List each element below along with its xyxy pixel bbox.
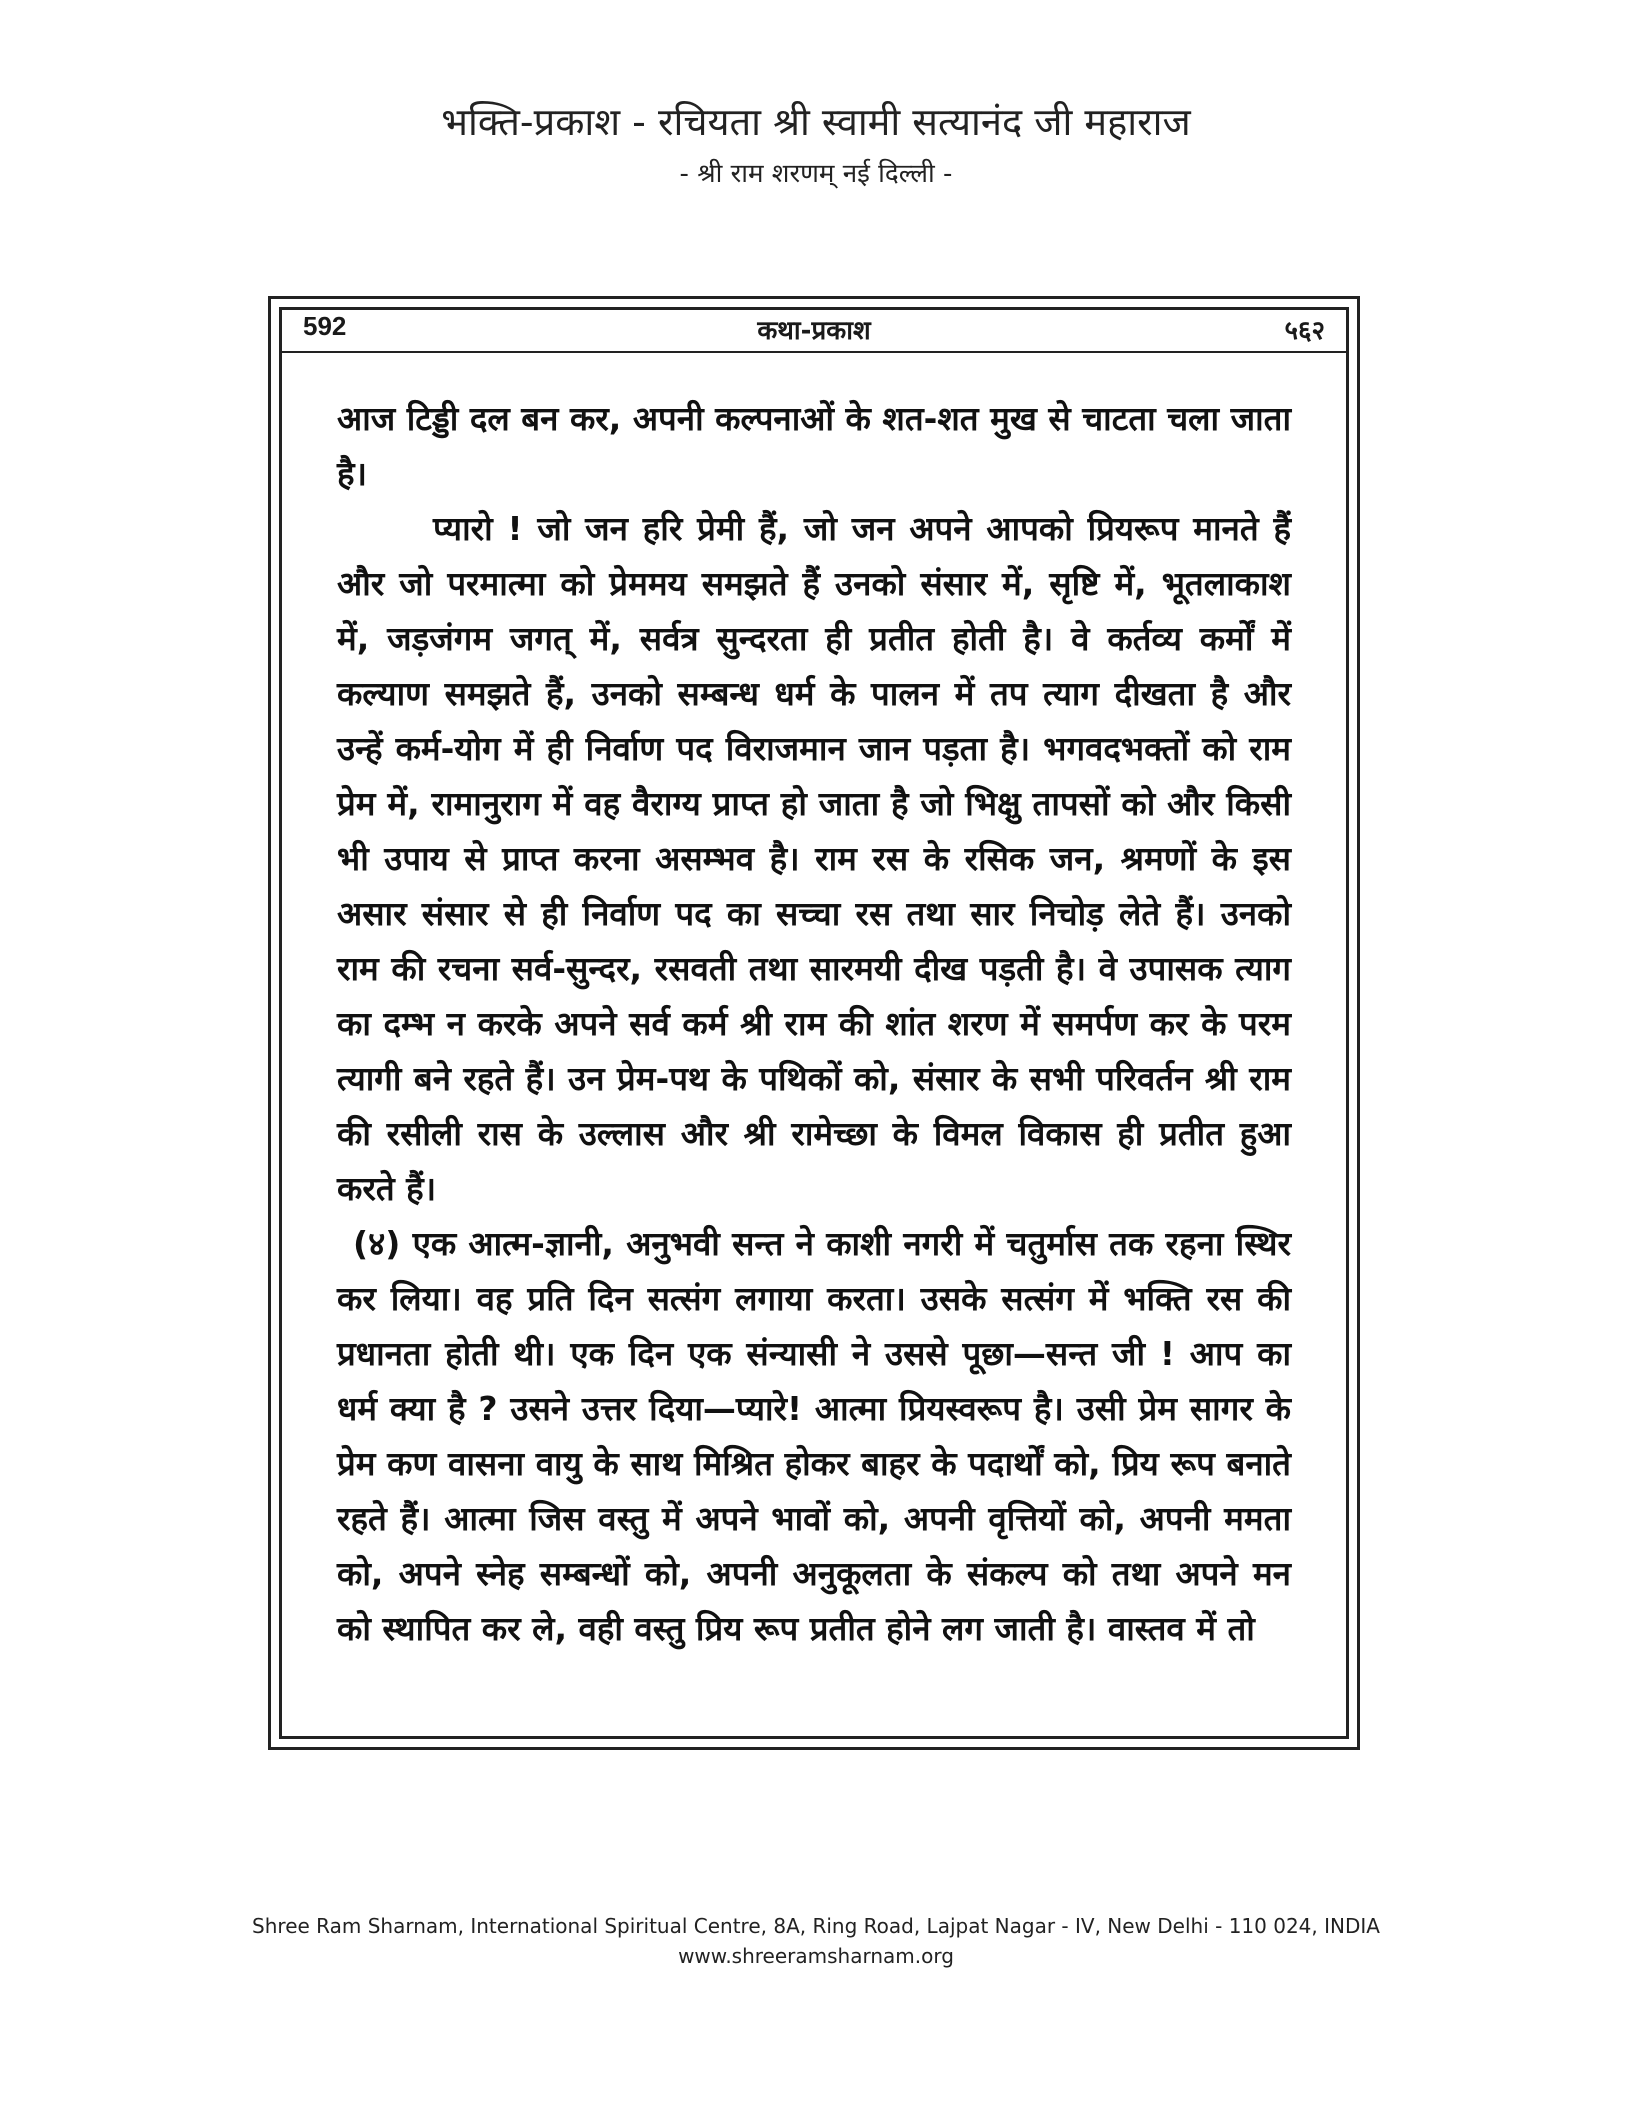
chapter-title: कथा-प्रकाश <box>757 316 871 346</box>
document-header <box>0 96 1632 194</box>
document-subtitle: - श्री राम शरणम् नई दिल्ली - <box>679 159 953 189</box>
page-number-arabic: 592 <box>303 311 347 341</box>
body-text <box>337 391 1291 1656</box>
paragraph-story-4: (४) एक आत्म-ज्ञानी, अनुभवी सन्त ने काशी नगरी में चतुर्मास तक रहना स्थिर कर लिया। वह प्रति दिन सत्संग लगाया करता। उसके सत्संग में भक्ति रस की प्रधानता होती थी। एक दिन एक संन्यासी ने उससे पूछा—सन्त जी ! आप का धर्म क्या है ? उसने उत्तर दिया—प्यारे! आत्मा प्रियस्वरूप है। उसी प्रेम सागर के प्रेम कण वासना वायु के साथ मिश्रित होकर बाहर के पदार्थों को, प्रिय रूप बनाते रहते हैं। आत्मा जिस वस्तु में अपने भावों को, अपनी वृत्तियों को, अपनी ममता को, अपने स्नेह सम्बन्धों को, अपनी अनुकूलता के संकल्प को तथा अपने मन को स्थापित कर ले, वही वस्तु प्रिय रूप प्रतीत होने लग जाती है। वास्तव में तो <box>337 1224 1291 1648</box>
paragraph-pyaro: प्यारो ! जो जन हरि प्रेमी हैं, जो जन अपने आपको प्रियरूप मानते हैं और जो परमात्मा को प्रेममय समझते हैं उनको संसार में, सृष्टि में, भूतलाकाश में, जड़जंगम जगत् में, सर्वत्र सुन्दरता ही प्रतीत होती है। वे कर्तव्य कर्मों में कल्याण समझते हैं, उनको सम्बन्ध धर्म के पालन में तप त्याग दीखता है और उन्हें कर्म-योग में ही निर्वाण पद विराजमान जान पड़ता है। भगवदभक्तों को राम प्रेम में, रामानुराग में वह वैराग्य प्राप्त हो जाता है जो भिक्षु तापसों को और किसी भी उपाय से प्राप्त करना असम्भव है। राम रस के रसिक जन, श्रमणों के इस असार संसार से ही निर्वाण पद का सच्चा रस तथा सार निचोड़ लेते हैं। उनको राम की रचना सर्व-सुन्दर, रसवती तथा सारमयी दीख पड़ती है। वे उपासक त्याग का दम्भ न करके अपने सर्व कर्म श्री राम की शांत शरण में समर्पण कर के परम त्यागी बने रहते हैं। उन प्रेम-पथ के पथिकों को, संसार के सभी परिवर्तन श्री राम की रसीली रास के उल्लास और श्री रामेच्छा के विमल विकास ही प्रतीत हुआ करते हैं। <box>337 509 1291 1208</box>
running-head <box>279 307 1349 353</box>
page-number-devanagari: ५६२ <box>1284 316 1325 346</box>
page-footer <box>0 1911 1632 1971</box>
page-frame <box>268 296 1360 1750</box>
document-title: भक्ति-प्रकाश - रचियता श्री स्वामी सत्यानंद जी महाराज <box>441 100 1191 144</box>
footer-address: Shree Ram Sharnam, International Spiritual Centre, 8A, Ring Road, Lajpat Nagar - IV, New Delhi - 110 024, INDIA <box>252 1914 1380 1938</box>
paragraph-continuation: आज टिड्डी दल बन कर, अपनी कल्पनाओं के शत-शत मुख से चाटता चला जाता है। <box>337 399 1291 493</box>
footer-website: www.shreeramsharnam.org <box>678 1944 954 1968</box>
